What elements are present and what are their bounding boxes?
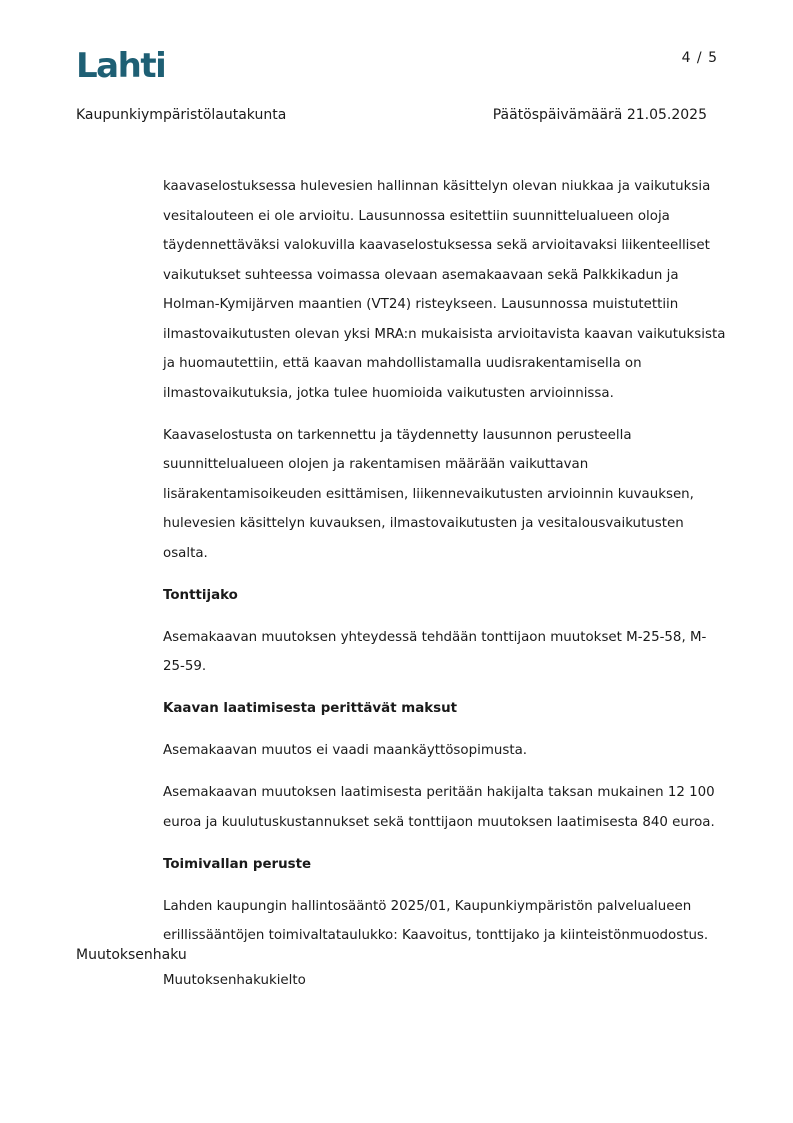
lahti-logo bbox=[76, 46, 168, 82]
appeal-text: Muutoksenhakukielto bbox=[163, 973, 306, 988]
document-body bbox=[163, 172, 728, 963]
organization-name: Kaupunkiympäristölautakunta bbox=[76, 107, 287, 123]
page-number: 4 / 5 bbox=[681, 50, 718, 66]
logo-wordmark: Lahti bbox=[76, 46, 166, 82]
paragraph: Lahden kaupungin hallintosääntö 2025/01, Kaupunkiympäristön palvelualueen erillissääntöjen toimivaltataulukko: Kaavoitus, tonttijako ja kiinteistönmuodostus. bbox=[163, 898, 709, 943]
paragraph: Asemakaavan muutoksen yhteydessä tehdään tonttijaon muutokset M-25-58, M-25-59. bbox=[163, 629, 707, 674]
section-heading-tonttijako: Tonttijako bbox=[163, 587, 238, 603]
paragraph: Asemakaavan muutoksen laatimisesta peritään hakijalta taksan mukainen 12 100 euroa ja kuulutuskustannukset sekä tonttijaon muutoksen laatimisesta 840 euroa. bbox=[163, 785, 715, 830]
section-heading-maksut: Kaavan laatimisesta perittävät maksut bbox=[163, 701, 458, 716]
paragraph: Asemakaavan muutos ei vaadi maankäyttösopimusta. bbox=[163, 743, 528, 758]
paragraph: kaavaselostuksessa hulevesien hallinnan käsittelyn olevan niukkaa ja vaikutuksia vesitalouteen ei ole arvioitu. Lausunnossa esitettiin suunnittelualueen oloja täydennettäväksi valokuvilla kaavaselostuksessa sekä arvioitavaksi liikenteelliset vaikutukset suhteessa voimassa olevaan asemakaavaan sekä Palkkikadun ja Holman-Kymijärven maantien (VT24) risteykseen. Lausunnossa muistutettiin ilmastovaikutusten olevan yksi MRA:n mukaisista arvioitavista kaavan vaikutuksista ja huomautettiin, että kaavan mahdollistamalla uudisrakentamisella on ilmastovaikutuksia, jotka tulee huomioida vaikutusten arvioinnissa. bbox=[163, 179, 726, 401]
section-heading-toimivalta: Toimivallan peruste bbox=[163, 856, 312, 872]
paragraph: Kaavaselostusta on tarkennettu ja täydennetty lausunnon perusteella suunnittelualueen olojen ja rakentamisen määrään vaikuttavan lisärakentamisoikeuden esittämisen, liikennevaikutusten arvioinnin kuvauksen, hulevesien käsittelyn kuvauksen, ilmastovaikutusten ja vesitalousvaikutusten osalta. bbox=[163, 427, 694, 561]
decision-date: Päätöspäivämäärä 21.05.2025 bbox=[492, 107, 707, 123]
appeal-heading: Muutoksenhaku bbox=[76, 947, 187, 963]
